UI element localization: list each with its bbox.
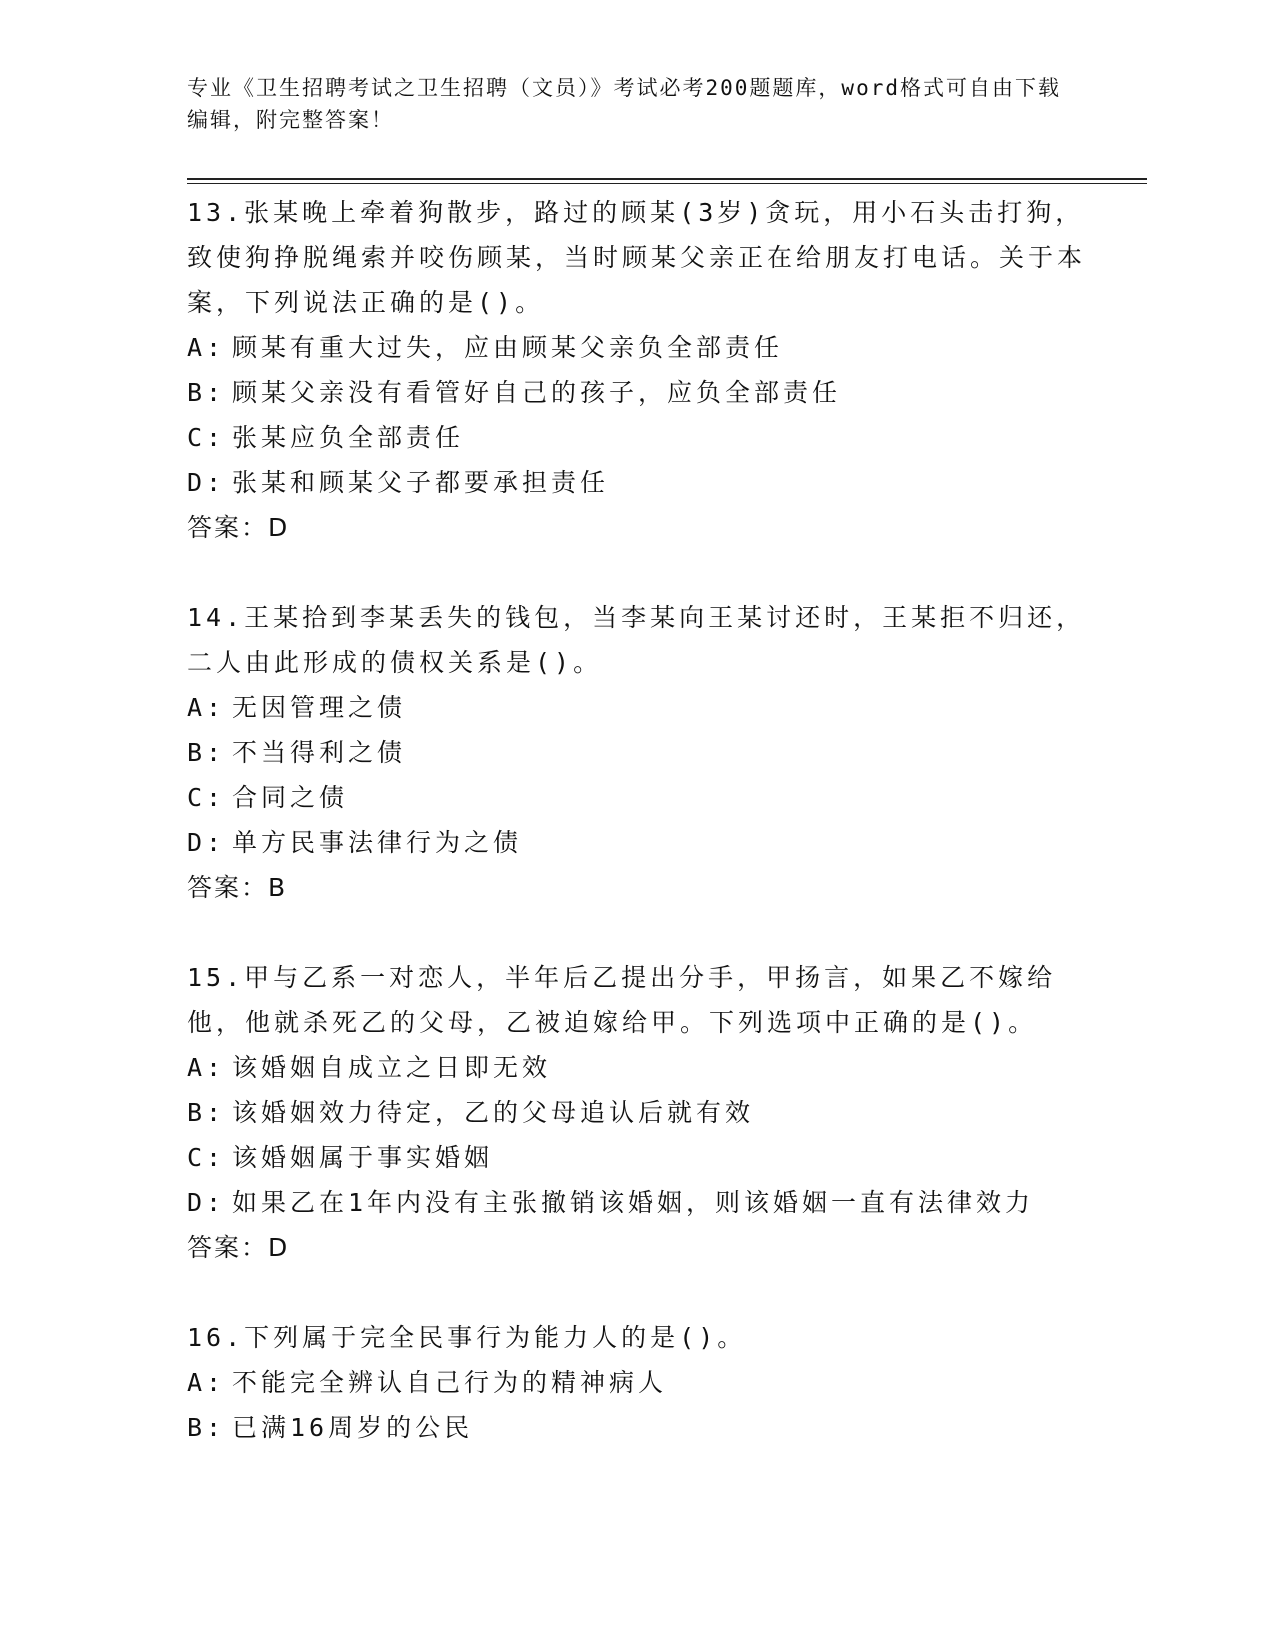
option-text: 已满16周岁的公民: [232, 1413, 474, 1442]
header-divider-thin: [187, 183, 1147, 184]
option-letter: C:: [187, 1143, 226, 1172]
option-c: [187, 775, 1087, 820]
option-letter: B:: [187, 1413, 226, 1442]
option-a: [187, 1360, 1087, 1405]
option-letter: B:: [187, 378, 226, 407]
option-b: [187, 1405, 1087, 1450]
question-15: [187, 955, 1087, 1270]
answer-line: 答案：B: [187, 873, 288, 902]
header-divider-thick: [187, 178, 1147, 180]
option-c: [187, 1135, 1087, 1180]
option-letter: D:: [187, 468, 226, 497]
option-d: [187, 820, 1087, 865]
option-text: 无因管理之债: [232, 693, 407, 722]
option-text: 如果乙在1年内没有主张撤销该婚姻，则该婚姻一直有法律效力: [232, 1188, 1035, 1217]
option-letter: D:: [187, 1188, 226, 1217]
answer-line: 答案：D: [187, 513, 290, 542]
option-letter: B:: [187, 738, 226, 767]
option-letter: D:: [187, 828, 226, 857]
option-letter: A:: [187, 693, 226, 722]
option-text: 顾某父亲没有看管好自己的孩子，应负全部责任: [232, 378, 842, 407]
question-16: [187, 1315, 1087, 1450]
option-letter: B:: [187, 1098, 226, 1127]
option-letter: C:: [187, 783, 226, 812]
option-b: [187, 370, 1087, 415]
option-a: [187, 685, 1087, 730]
option-text: 该婚姻效力待定，乙的父母追认后就有效: [232, 1098, 755, 1127]
question-stem: 14.王某拾到李某丢失的钱包，当李某向王某讨还时，王某拒不归还，二人由此形成的债权关系是()。: [187, 603, 1086, 677]
question-14: [187, 595, 1087, 910]
page-header: 专业《卫生招聘考试之卫生招聘（文员）》考试必考200题题库，word格式可自由下载编辑，附完整答案！: [187, 76, 1061, 132]
question-list: [187, 190, 1087, 1495]
option-letter: A:: [187, 333, 226, 362]
question-stem: 13.张某晚上牵着狗散步，路过的顾某(3岁)贪玩，用小石头击打狗，致使狗挣脱绳索并咬伤顾某，当时顾某父亲正在给朋友打电话。关于本案，下列说法正确的是()。: [187, 198, 1087, 317]
question-stem: 16.下列属于完全民事行为能力人的是()。: [187, 1323, 747, 1352]
option-text: 不能完全辨认自己行为的精神病人: [232, 1368, 668, 1397]
option-a: [187, 1045, 1087, 1090]
option-d: [187, 460, 1087, 505]
option-b: [187, 1090, 1087, 1135]
option-a: [187, 325, 1087, 370]
option-text: 单方民事法律行为之债: [232, 828, 523, 857]
answer-line: 答案：D: [187, 1233, 290, 1262]
option-text: 张某和顾某父子都要承担责任: [232, 468, 610, 497]
option-d: [187, 1180, 1087, 1225]
option-text: 合同之债: [232, 783, 349, 812]
option-text: 该婚姻自成立之日即无效: [232, 1053, 552, 1082]
option-text: 不当得利之债: [232, 738, 407, 767]
option-text: 该婚姻属于事实婚姻: [232, 1143, 494, 1172]
option-b: [187, 730, 1087, 775]
option-text: 顾某有重大过失，应由顾某父亲负全部责任: [232, 333, 784, 362]
option-letter: C:: [187, 423, 226, 452]
option-c: [187, 415, 1087, 460]
question-stem: 15.甲与乙系一对恋人，半年后乙提出分手，甲扬言，如果乙不嫁给他，他就杀死乙的父母，乙被迫嫁给甲。下列选项中正确的是()。: [187, 963, 1057, 1037]
option-letter: A:: [187, 1368, 226, 1397]
question-13: [187, 190, 1087, 550]
option-letter: A:: [187, 1053, 226, 1082]
option-text: 张某应负全部责任: [232, 423, 465, 452]
